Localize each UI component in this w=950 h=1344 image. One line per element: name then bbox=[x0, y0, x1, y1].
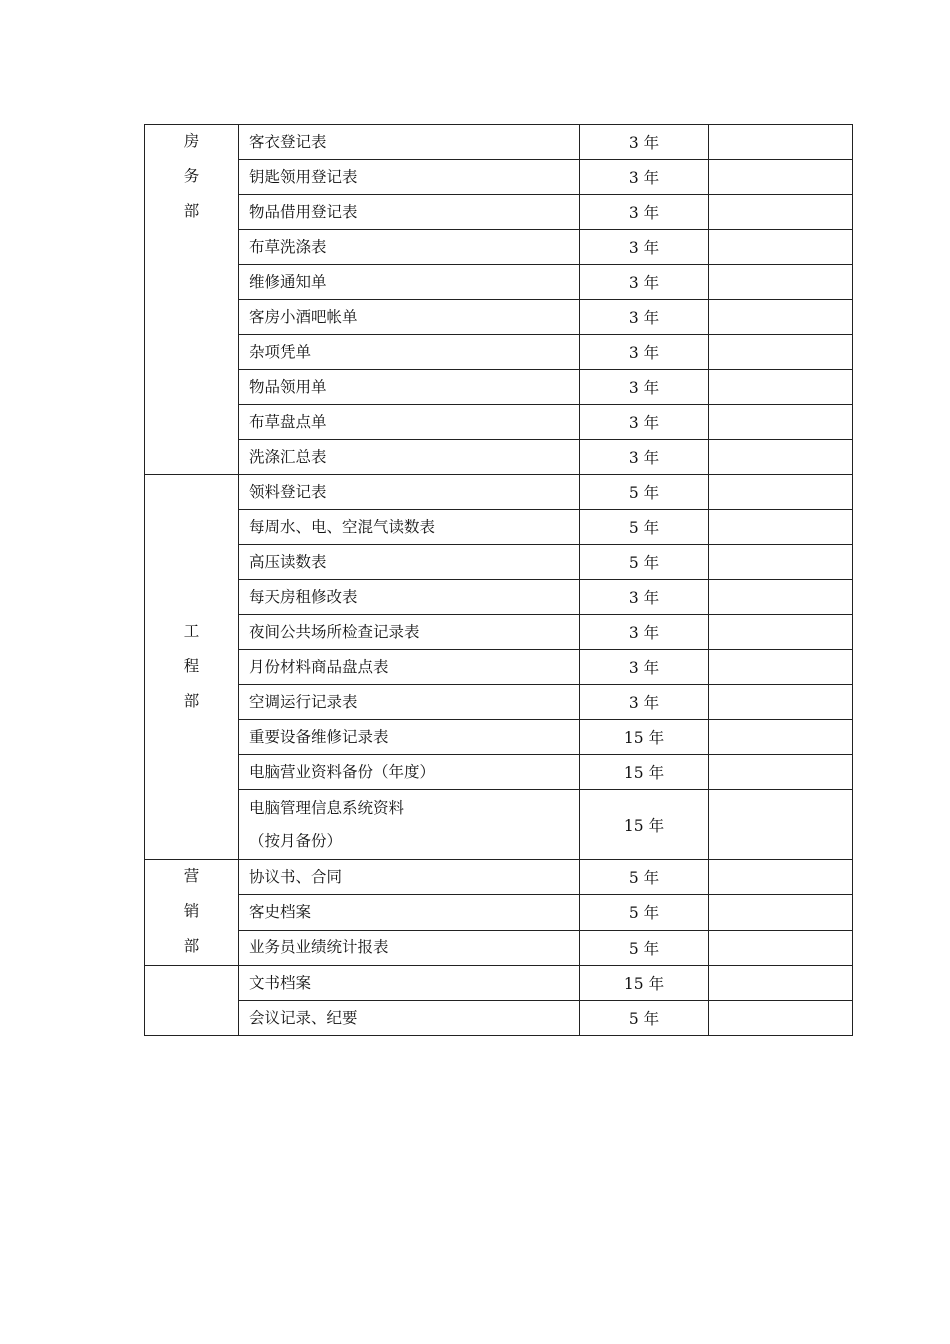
department-char: 部 bbox=[183, 692, 200, 710]
record-name: 空调运行记录表 bbox=[249, 692, 358, 711]
table-row bbox=[145, 335, 853, 370]
remarks-cell bbox=[709, 615, 853, 650]
record-name-cell bbox=[239, 755, 580, 790]
retention-period: 3 年 bbox=[580, 300, 709, 335]
retention-period: 15 年 bbox=[580, 755, 709, 790]
remarks-cell bbox=[709, 755, 853, 790]
record-name: 布草盘点单 bbox=[249, 412, 327, 431]
record-name: 钥匙领用登记表 bbox=[249, 167, 358, 186]
record-name-cell bbox=[239, 335, 580, 370]
table-row bbox=[145, 895, 853, 930]
remarks-cell bbox=[709, 966, 853, 1001]
record-name: 布草洗涤表 bbox=[249, 237, 327, 256]
record-name-cell bbox=[239, 790, 580, 860]
record-name: （按月备份） bbox=[249, 831, 343, 850]
table-row bbox=[145, 966, 853, 1001]
department-cell bbox=[145, 966, 239, 1036]
remarks-cell bbox=[709, 930, 853, 965]
department-char: 务 bbox=[183, 167, 200, 185]
retention-period: 5 年 bbox=[580, 895, 709, 930]
retention-period: 5 年 bbox=[580, 510, 709, 545]
record-name: 客衣登记表 bbox=[249, 132, 327, 151]
record-name-cell bbox=[239, 440, 580, 475]
retention-period: 5 年 bbox=[580, 1001, 709, 1036]
record-name: 维修通知单 bbox=[249, 272, 327, 291]
record-name: 领料登记表 bbox=[249, 482, 327, 501]
department-char: 房 bbox=[183, 132, 200, 150]
record-name: 电脑营业资料备份（年度） bbox=[249, 762, 436, 781]
remarks-cell bbox=[709, 510, 853, 545]
table-row bbox=[145, 615, 853, 650]
retention-period: 3 年 bbox=[580, 230, 709, 265]
department-char: 部 bbox=[183, 202, 200, 220]
retention-period: 3 年 bbox=[580, 370, 709, 405]
record-name-cell bbox=[239, 475, 580, 510]
remarks-cell bbox=[709, 440, 853, 475]
table-row bbox=[145, 160, 853, 195]
department-cell bbox=[145, 475, 239, 860]
record-name: 每周水、电、空混气读数表 bbox=[249, 517, 436, 536]
retention-period: 5 年 bbox=[580, 930, 709, 965]
table-row bbox=[145, 685, 853, 720]
retention-period: 3 年 bbox=[580, 685, 709, 720]
table-row bbox=[145, 650, 853, 685]
record-name: 物品借用登记表 bbox=[249, 202, 358, 221]
department-char: 营 bbox=[183, 867, 200, 885]
record-name: 电脑管理信息系统资料 bbox=[249, 798, 405, 817]
department-cell bbox=[145, 860, 239, 966]
table-row bbox=[145, 370, 853, 405]
record-name-cell bbox=[239, 685, 580, 720]
record-name-cell bbox=[239, 895, 580, 930]
remarks-cell bbox=[709, 1001, 853, 1036]
department-char: 销 bbox=[183, 902, 200, 920]
remarks-cell bbox=[709, 545, 853, 580]
record-name: 客房小酒吧帐单 bbox=[249, 307, 358, 326]
record-name-cell bbox=[239, 1001, 580, 1036]
remarks-cell bbox=[709, 160, 853, 195]
retention-period: 3 年 bbox=[580, 125, 709, 160]
table-row bbox=[145, 405, 853, 440]
record-name-cell bbox=[239, 230, 580, 265]
table-row bbox=[145, 510, 853, 545]
record-name-cell bbox=[239, 650, 580, 685]
remarks-cell bbox=[709, 720, 853, 755]
department-cell bbox=[145, 125, 239, 475]
remarks-cell bbox=[709, 895, 853, 930]
record-name: 夜间公共场所检查记录表 bbox=[249, 622, 420, 641]
table-row bbox=[145, 475, 853, 510]
table-row bbox=[145, 125, 853, 160]
remarks-cell bbox=[709, 335, 853, 370]
retention-period: 3 年 bbox=[580, 335, 709, 370]
department-char: 工 bbox=[183, 622, 200, 640]
remarks-cell bbox=[709, 580, 853, 615]
retention-period: 3 年 bbox=[580, 265, 709, 300]
record-name-cell bbox=[239, 405, 580, 440]
record-name: 业务员业绩统计报表 bbox=[249, 938, 389, 957]
table-row bbox=[145, 1001, 853, 1036]
retention-table bbox=[144, 124, 853, 1036]
record-name: 文书档案 bbox=[249, 973, 312, 992]
record-name: 协议书、合同 bbox=[249, 867, 343, 886]
record-name-cell bbox=[239, 545, 580, 580]
table-row bbox=[145, 230, 853, 265]
record-name: 每天房租修改表 bbox=[249, 587, 358, 606]
record-name-cell bbox=[239, 580, 580, 615]
record-name-cell bbox=[239, 615, 580, 650]
retention-period: 3 年 bbox=[580, 615, 709, 650]
record-name: 洗涤汇总表 bbox=[249, 447, 327, 466]
retention-period: 3 年 bbox=[580, 405, 709, 440]
retention-period: 5 年 bbox=[580, 860, 709, 895]
record-name-cell bbox=[239, 160, 580, 195]
record-name: 客史档案 bbox=[249, 902, 312, 921]
remarks-cell bbox=[709, 300, 853, 335]
record-name-cell bbox=[239, 966, 580, 1001]
retention-period: 15 年 bbox=[580, 966, 709, 1001]
department-char: 部 bbox=[183, 937, 200, 955]
remarks-cell bbox=[709, 195, 853, 230]
remarks-cell bbox=[709, 230, 853, 265]
remarks-cell bbox=[709, 790, 853, 860]
record-name-cell bbox=[239, 300, 580, 335]
remarks-cell bbox=[709, 370, 853, 405]
record-name: 物品领用单 bbox=[249, 377, 327, 396]
table-row bbox=[145, 195, 853, 230]
retention-period: 5 年 bbox=[580, 545, 709, 580]
table-row bbox=[145, 790, 853, 860]
retention-period: 15 年 bbox=[580, 790, 709, 860]
record-name-cell bbox=[239, 510, 580, 545]
table-row bbox=[145, 580, 853, 615]
retention-period: 3 年 bbox=[580, 195, 709, 230]
record-name-cell bbox=[239, 860, 580, 895]
table-row bbox=[145, 755, 853, 790]
remarks-cell bbox=[709, 405, 853, 440]
record-name: 高压读数表 bbox=[249, 552, 327, 571]
retention-period: 3 年 bbox=[580, 160, 709, 195]
table-row bbox=[145, 930, 853, 965]
record-name-cell bbox=[239, 370, 580, 405]
retention-period: 5 年 bbox=[580, 475, 709, 510]
table-row bbox=[145, 265, 853, 300]
remarks-cell bbox=[709, 265, 853, 300]
record-name-cell bbox=[239, 265, 580, 300]
record-name-cell bbox=[239, 125, 580, 160]
remarks-cell bbox=[709, 685, 853, 720]
remarks-cell bbox=[709, 650, 853, 685]
record-name: 月份材料商品盘点表 bbox=[249, 657, 389, 676]
record-name-cell bbox=[239, 195, 580, 230]
table-body bbox=[145, 125, 853, 1036]
retention-period: 3 年 bbox=[580, 580, 709, 615]
retention-period: 15 年 bbox=[580, 720, 709, 755]
table-row bbox=[145, 860, 853, 895]
remarks-cell bbox=[709, 860, 853, 895]
department-char: 程 bbox=[183, 657, 200, 675]
retention-period: 3 年 bbox=[580, 650, 709, 685]
table-row bbox=[145, 440, 853, 475]
record-name-cell bbox=[239, 720, 580, 755]
table-row bbox=[145, 300, 853, 335]
remarks-cell bbox=[709, 475, 853, 510]
remarks-cell bbox=[709, 125, 853, 160]
record-name: 会议记录、纪要 bbox=[249, 1008, 358, 1027]
retention-period: 3 年 bbox=[580, 440, 709, 475]
record-name: 重要设备维修记录表 bbox=[249, 727, 389, 746]
table-row bbox=[145, 720, 853, 755]
record-name-cell bbox=[239, 930, 580, 965]
record-name: 杂项凭单 bbox=[249, 342, 312, 361]
table-row bbox=[145, 545, 853, 580]
